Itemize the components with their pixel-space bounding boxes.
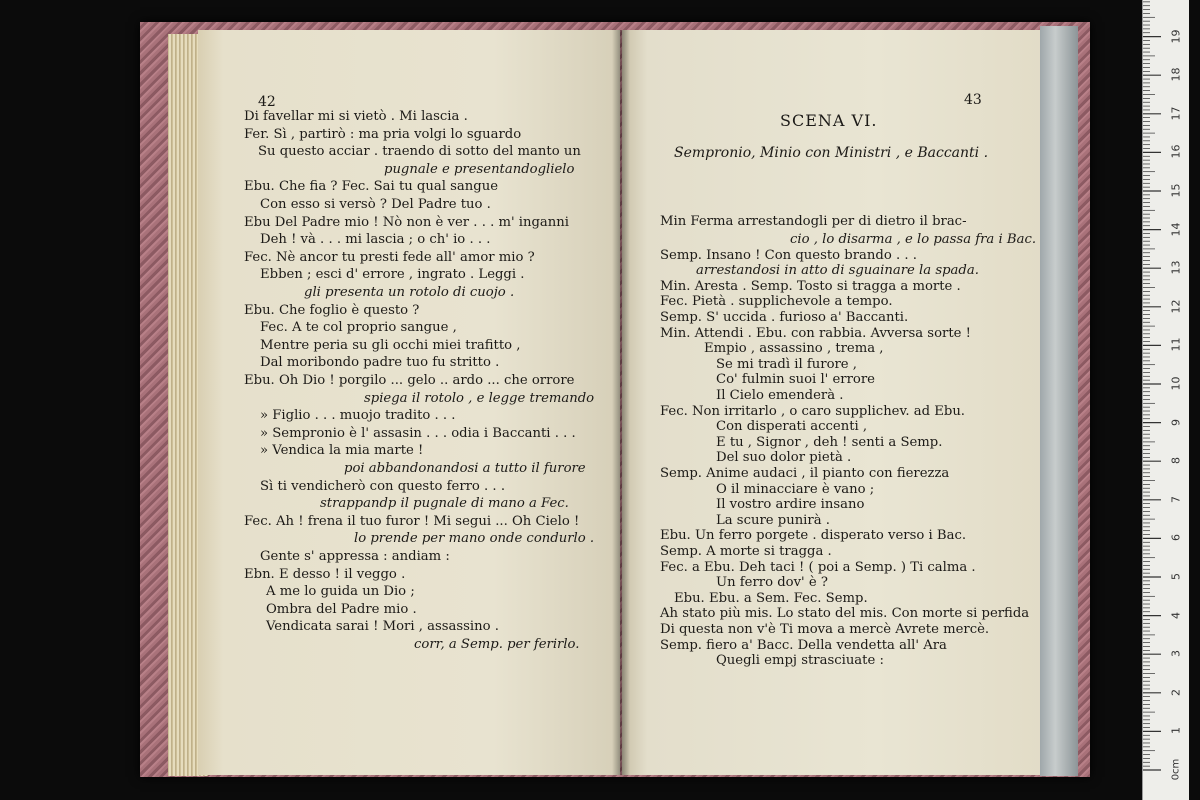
right-text-line: Semp. S' uccida . furioso a' Baccanti. — [660, 310, 909, 325]
left-page-number: 42 — [258, 94, 276, 110]
right-text-line: Ah stato più mis. Lo stato del mis. Con morte si perfida — [660, 606, 1030, 622]
right-text-line: Un ferro dov' è ? — [716, 575, 828, 591]
left-text-line: lo prende per mano onde condurlo . — [354, 531, 595, 547]
left-text-line: Deh ! và . . . mi lascia ; o ch' io . . . — [260, 232, 491, 248]
ruler-number: 13 — [1169, 260, 1183, 275]
left-text-line: Mentre peria su gli occhi miei trafitto , — [260, 337, 521, 353]
ruler-number: 4 — [1169, 611, 1183, 619]
ruler-number: 9 — [1169, 418, 1183, 426]
left-text-line: Fec. Nè ancor tu presti fede all' amor mio ? — [244, 249, 535, 265]
right-text-line: Empio , assassino , trema , — [704, 341, 884, 357]
ruler-number: 3 — [1169, 650, 1183, 658]
right-text-line: La scure punirà . — [716, 512, 830, 528]
ruler-number: 16 — [1169, 144, 1183, 159]
right-text-line: Semp. Anime audaci , il pianto con fierezza — [660, 466, 950, 481]
book-gutter — [612, 30, 630, 775]
ruler-number: 11 — [1169, 337, 1183, 352]
right-text-line: E tu , Signor , deh ! senti a Semp. — [716, 434, 943, 450]
ruler-number: 2 — [1169, 688, 1183, 696]
ruler-number: 18 — [1169, 67, 1183, 82]
ruler-number: 8 — [1169, 457, 1183, 465]
right-text-line: O il minacciare è vano ; — [716, 481, 875, 497]
left-text-line: Con esso si versò ? Del Padre tuo . — [260, 197, 491, 212]
left-text-line: corr, a Semp. per ferirlo. — [414, 637, 580, 652]
left-text-line: » Figlio . . . muojo tradito . . . — [260, 408, 456, 424]
ruler-number: 12 — [1169, 299, 1183, 314]
right-text-line: Min. Aresta . Semp. Tosto si tragga a morte . — [660, 278, 961, 294]
right-text-line: Con disperati accenti , — [716, 419, 868, 435]
scene-title: SCENA VI. — [780, 111, 878, 130]
right-text-line: Ebu. Ebu. a Sem. Fec. Semp. — [674, 590, 868, 606]
right-text-line: Semp. Insano ! Con questo brando . . . — [660, 247, 917, 263]
left-text-line: strappandp il pugnale di mano a Fec. — [320, 496, 569, 512]
left-text-line: gli presenta un rotolo di cuojo . — [304, 285, 515, 300]
right-text-line: Fec. a Ebu. Deh taci ! ( poi a Semp. ) Ti calma . — [660, 559, 976, 575]
ruler-number: 17 — [1169, 106, 1183, 121]
left-text-line: poi abbandonandosi a tutto il furore — [344, 461, 586, 476]
right-text-line: Di questa non v'è Ti mova a mercè Avrete mercè. — [660, 622, 990, 637]
left-text-line: Gente s' appressa : andiam : — [260, 549, 450, 564]
ruler-unit-label: 0cm — [1170, 758, 1182, 781]
left-text-line: spiega il rotolo , e legge tremando — [364, 390, 595, 406]
left-text-line: pugnale e presentandoglielo — [384, 161, 575, 177]
right-text-line: Min Ferma arrestandogli per di dietro il brac- — [660, 214, 967, 229]
left-text-line: Ebu. Che foglio è questo ? — [244, 302, 420, 318]
right-text-line: Co' fulmin suoi l' errore — [716, 372, 875, 388]
left-text-line: » Sempronio è l' assasin . . . odia i Baccanti . . . — [260, 425, 576, 441]
right-page — [622, 30, 1046, 775]
left-text-line: A me lo guida un Dio ; — [266, 584, 415, 600]
left-text-line: Sì ti vendicherò con questo ferro . . . — [260, 478, 506, 494]
left-page — [198, 30, 620, 775]
left-text-line: Fer. Sì , partirò : ma pria volgi lo sguardo — [244, 126, 522, 142]
ruler-number: 1 — [1169, 727, 1183, 735]
left-text-line: Ebben ; esci d' errore , ingrato . Leggi . — [260, 267, 525, 283]
ruler-number: 19 — [1169, 29, 1183, 44]
right-text-line: Fec. Non irritarlo , o caro supplichev. ad Ebu. — [660, 403, 966, 419]
left-text-line: » Vendica la mia marte ! — [260, 443, 424, 459]
left-text-line: Su questo acciar . traendo di sotto del manto un — [258, 144, 581, 160]
right-text-line: Quegli empj strasciuate : — [716, 653, 884, 669]
ruler-number: 15 — [1169, 183, 1183, 198]
ruler-number: 10 — [1169, 376, 1183, 391]
page-stack-edge — [1040, 26, 1078, 776]
right-text-line: Del suo dolor pietà . — [716, 450, 852, 466]
ruler-number: 7 — [1169, 495, 1183, 503]
left-text-line: Dal moribondo padre tuo fu stritto . — [260, 355, 500, 371]
right-text-line: Il Cielo emenderà . — [716, 388, 844, 403]
ruler-number: 14 — [1169, 222, 1183, 237]
left-text-line: Ombra del Padre mio . — [266, 601, 417, 617]
right-text-line: arrestandosi in atto di sguainare la spada. — [696, 263, 979, 279]
left-text-line: Ebn. E desso ! il veggo . — [244, 566, 406, 582]
right-text-line: Min. Attendi . Ebu. con rabbia. Avversa sorte ! — [660, 325, 971, 341]
left-text-line: Di favellar mi si vietò . Mi lascia . — [244, 109, 468, 124]
right-text-line: Semp. fiero a' Bacc. Della vendetta all' Ara — [660, 637, 947, 653]
right-text-line: Se mi tradì il furore , — [716, 356, 857, 372]
right-page-number: 43 — [964, 92, 982, 108]
ruler-number: 6 — [1169, 534, 1183, 542]
ruler-number: 5 — [1169, 573, 1183, 580]
right-text-line: Ebu. Un ferro porgete . disperato verso i Bac. — [660, 528, 967, 544]
measuring-ruler — [1142, 0, 1189, 800]
scene-characters: Sempronio, Minio con Ministri , e Baccanti . — [674, 145, 989, 161]
left-text-line: Ebu Del Padre mio ! Nò non è ver . . . m' inganni — [244, 214, 569, 230]
right-text-line: cio , lo disarma , e lo passa fra i Bac. — [790, 232, 1037, 247]
left-text-line: Ebu. Che fia ? Fec. Sai tu qual sangue — [244, 179, 499, 195]
left-text-line: Fec. A te col proprio sangue , — [260, 320, 457, 336]
left-text-line: Ebu. Oh Dio ! porgilo ... gelo .. ardo ... che orrore — [244, 373, 575, 388]
left-text-line: Fec. Ah ! frena il tuo furor ! Mi segui ... Oh Cielo ! — [244, 513, 580, 529]
right-text-line: Semp. A morte si tragga . — [660, 544, 832, 559]
left-text-line: Vendicata sarai ! Mori , assassino . — [266, 619, 499, 635]
right-text-line: Fec. Pietà . supplichevole a tempo. — [660, 294, 893, 310]
right-text-line: Il vostro ardire insano — [716, 497, 865, 513]
